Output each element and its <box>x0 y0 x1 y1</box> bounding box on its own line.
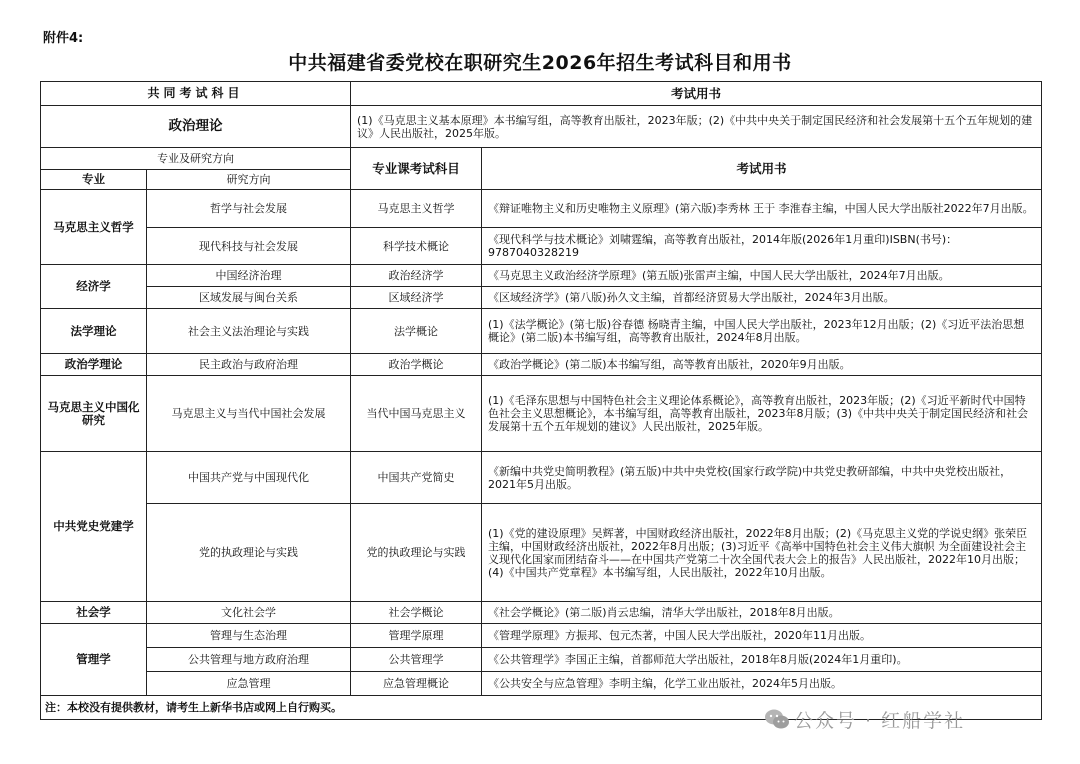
exam-books: 《现代科学与技术概论》刘啸霆编，高等教育出版社，2014年版(2026年1月重印)ISBN(书号)：9787040328219 <box>482 228 1042 265</box>
table-row <box>41 287 1042 309</box>
watermark-text: 公众号 · 红船学社 <box>794 710 966 732</box>
exam-books: (1)《毛泽东思想与中国特色社会主义理论体系概论》，高等教育出版社，2023年版；(2)《习近平新时代中国特色社会主义思想概论》，本书编写组，高等教育出版社，2023年8月版；(3)《中共中央关于制定国民经济和社会发展第十五个五年规划的建议》人民出版社，2025年版。 <box>482 376 1042 452</box>
specialty-subject-header: 专业课考试科目 <box>351 148 482 190</box>
exam-subject: 区域经济学 <box>351 287 482 309</box>
exam-books: (1)《党的建设原理》吴辉著，中国财政经济出版社，2022年8月出版；(2)《马克思主义党的学说史纲》张荣臣主编，中国财政经济出版社，2022年8月出版；(3)习近平《高举中国特色社会主义伟大旗帜 为全面建设社会主义现代化国家而团结奋斗——在中国共产党第二十次全国代表大会上的报告》人民出版社，2022年10月出版；(4)《中国共产党章程》本书编写组，人民出版社，2022年10月出版。 <box>482 504 1042 602</box>
major-name: 社会学 <box>41 602 147 624</box>
research-direction: 民主政治与政府治理 <box>147 354 351 376</box>
research-direction: 中国共产党与中国现代化 <box>147 452 351 504</box>
exam-subject: 法学概论 <box>351 309 482 354</box>
common-books: (1)《马克思主义基本原理》本书编写组，高等教育出版社，2023年版；(2)《中共中央关于制定国民经济和社会发展第十五个五年规划的建议》人民出版社，2025年版。 <box>351 106 1042 148</box>
major-name: 中共党史党建学 <box>41 452 147 602</box>
exam-subjects-table <box>40 81 1042 720</box>
attachment-label: 附件4: <box>43 31 84 46</box>
exam-subject: 政治经济学 <box>351 265 482 287</box>
major-name: 政治学理论 <box>41 354 147 376</box>
major-name: 法学理论 <box>41 309 147 354</box>
exam-subject: 公共管理学 <box>351 648 482 672</box>
table-row <box>41 265 1042 287</box>
research-direction: 马克思主义与当代中国社会发展 <box>147 376 351 452</box>
exam-subject: 马克思主义哲学 <box>351 190 482 228</box>
exam-subject: 政治学概论 <box>351 354 482 376</box>
specialty-books-header: 考试用书 <box>482 148 1042 190</box>
table-row <box>41 624 1042 648</box>
research-direction: 中国经济治理 <box>147 265 351 287</box>
table-row <box>41 648 1042 672</box>
research-direction: 应急管理 <box>147 672 351 696</box>
exam-subject: 党的执政理论与实践 <box>351 504 482 602</box>
page-title: 中共福建省委党校在职研究生2026年招生考试科目和用书 <box>288 52 792 74</box>
exam-subject: 中国共产党简史 <box>351 452 482 504</box>
exam-books: 《区域经济学》(第八版)孙久文主编，首都经济贸易大学出版社，2024年3月出版。 <box>482 287 1042 309</box>
exam-books: 《公共安全与应急管理》李明主编，化学工业出版社，2024年5月出版。 <box>482 672 1042 696</box>
major-name: 马克思主义哲学 <box>41 190 147 265</box>
common-subject: 政治理论 <box>41 106 351 148</box>
research-direction: 现代科技与社会发展 <box>147 228 351 265</box>
exam-books: 《新编中共党史简明教程》(第五版)中共中央党校(国家行政学院)中共党史教研部编，中共中央党校出版社，2021年5月出版。 <box>482 452 1042 504</box>
common-subjects-header: 共同考试科目 <box>41 82 351 106</box>
exam-books: 《辩证唯物主义和历史唯物主义原理》(第六版)李秀林 王于 李淮春主编，中国人民大学出版社2022年7月出版。 <box>482 190 1042 228</box>
major-name: 管理学 <box>41 624 147 696</box>
table-row <box>41 452 1042 504</box>
exam-subject: 应急管理概论 <box>351 672 482 696</box>
exam-subject: 科学技术概论 <box>351 228 482 265</box>
research-direction: 文化社会学 <box>147 602 351 624</box>
exam-books: (1)《法学概论》(第七版)谷春德 杨晓青主编，中国人民大学出版社，2023年12月出版；(2)《习近平法治思想概论》(第二版)本书编写组，高等教育出版社，2024年8月出版。 <box>482 309 1042 354</box>
common-books-header: 考试用书 <box>351 82 1042 106</box>
exam-subject: 社会学概论 <box>351 602 482 624</box>
watermark <box>764 706 965 733</box>
footnote: 注：本校没有提供教材，请考生上新华书店或网上自行购买。 <box>41 696 1042 720</box>
research-direction: 哲学与社会发展 <box>147 190 351 228</box>
major-name: 马克思主义中国化研究 <box>41 376 147 452</box>
research-direction: 社会主义法治理论与实践 <box>147 309 351 354</box>
exam-subject: 当代中国马克思主义 <box>351 376 482 452</box>
table-row <box>41 376 1042 452</box>
table-row <box>41 504 1042 602</box>
table-row <box>41 190 1042 228</box>
exam-books: 《政治学概论》(第二版)本书编写组，高等教育出版社，2020年9月出版。 <box>482 354 1042 376</box>
specialty-group-header: 专业及研究方向 <box>41 148 351 170</box>
research-direction: 党的执政理论与实践 <box>147 504 351 602</box>
wechat-icon <box>764 708 790 730</box>
major-header: 专业 <box>41 170 147 190</box>
research-direction: 公共管理与地方政府治理 <box>147 648 351 672</box>
research-direction: 管理与生态治理 <box>147 624 351 648</box>
research-direction: 区域发展与闽台关系 <box>147 287 351 309</box>
table-row <box>41 228 1042 265</box>
major-name: 经济学 <box>41 265 147 309</box>
table-row <box>41 354 1042 376</box>
exam-subject: 管理学原理 <box>351 624 482 648</box>
table-row <box>41 602 1042 624</box>
exam-books: 《社会学概论》(第二版)肖云忠编，清华大学出版社，2018年8月出版。 <box>482 602 1042 624</box>
table-row <box>41 309 1042 354</box>
table-row <box>41 672 1042 696</box>
exam-books: 《管理学原理》方振邦、包元杰著，中国人民大学出版社，2020年11月出版。 <box>482 624 1042 648</box>
direction-header: 研究方向 <box>147 170 351 190</box>
exam-books: 《公共管理学》李国正主编，首都师范大学出版社，2018年8月版(2024年1月重印)。 <box>482 648 1042 672</box>
exam-books: 《马克思主义政治经济学原理》(第五版)张雷声主编，中国人民大学出版社，2024年7月出版。 <box>482 265 1042 287</box>
